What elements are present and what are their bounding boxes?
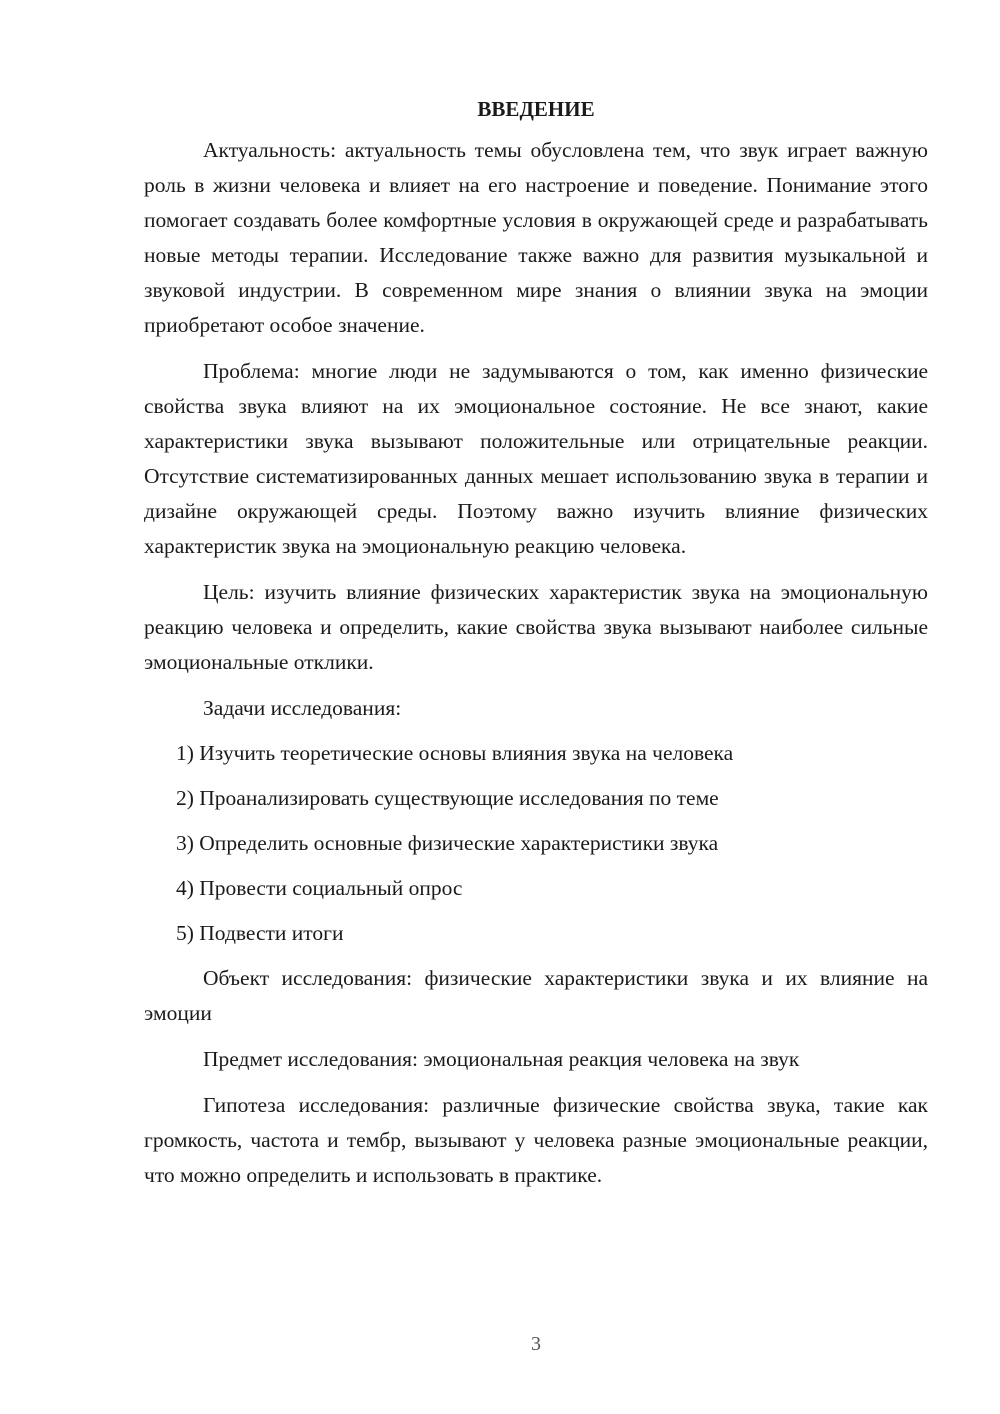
- paragraph-problem: Проблема: многие люди не задумываются о том, как именно физические свойства звука влияют на их эмоциональное состояние. Не все знают, какие характеристики звука вызывают положительные или отрицательные реакции. Отсутствие систематизированных данных мешает использованию звука в терапии и дизайне окружающей среды. Поэтому важно изучить влияние физических характеристик звука на эмоциональную реакцию человека.: [144, 359, 928, 558]
- tasks-list: [144, 736, 928, 951]
- list-item: 5) Подвести итоги: [176, 921, 344, 945]
- list-item: 3) Определить основные физические характеристики звука: [176, 831, 719, 855]
- paragraph-relevance: Актуальность: актуальность темы обусловлена тем, что звук играет важную роль в жизни человека и влияет на его настроение и поведение. Понимание этого помогает создавать более комфортные условия в окружающей среде и разрабатывать новые методы терапии. Исследование также важно для развития музыкальной и звуковой индустрии. В современном мире знания о влиянии звука на эмоции приобретают особое значение.: [144, 138, 928, 337]
- paragraph-goal: Цель: изучить влияние физических характеристик звука на эмоциональную реакцию человека и определить, какие свойства звука вызывают наиболее сильные эмоциональные отклики.: [144, 580, 928, 674]
- paragraph-hypothesis: Гипотеза исследования: различные физические свойства звука, такие как громкость, частота и тембр, вызывают у человека разные эмоциональные реакции, что можно определить и использовать в практике.: [144, 1093, 928, 1187]
- page-title: ВВЕДЕНИЕ: [477, 97, 595, 121]
- paragraph-object: Объект исследования: физические характеристики звука и их влияние на эмоции: [144, 966, 928, 1025]
- tasks-heading: Задачи исследования:: [203, 696, 402, 720]
- list-item: 2) Проанализировать существующие исследования по теме: [176, 786, 719, 810]
- list-item: 4) Провести социальный опрос: [176, 876, 463, 900]
- paragraph-subject: Предмет исследования: эмоциональная реакция человека на звук: [203, 1047, 800, 1071]
- document-page: [144, 92, 928, 1204]
- page-number: 3: [531, 1333, 541, 1355]
- list-item: 1) Изучить теоретические основы влияния звука на человека: [176, 741, 734, 765]
